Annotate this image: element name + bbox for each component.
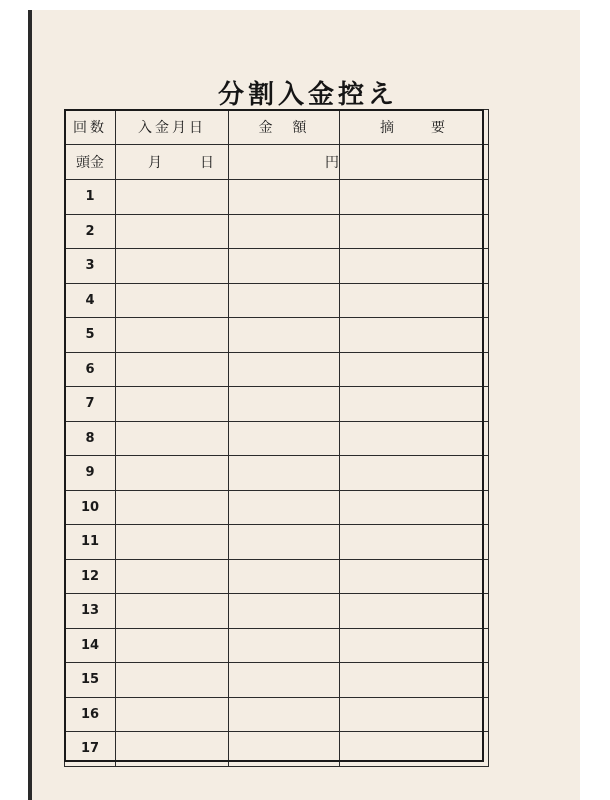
payment-date-cell[interactable]: [116, 352, 229, 387]
payment-date-cell[interactable]: [116, 663, 229, 698]
payment-date-cell[interactable]: [116, 421, 229, 456]
payment-memo-cell[interactable]: [340, 283, 489, 318]
payment-memo-cell[interactable]: [340, 594, 489, 629]
payment-amount-cell[interactable]: [229, 559, 340, 594]
down-payment-memo-cell[interactable]: [340, 145, 489, 180]
payment-amount-cell[interactable]: [229, 421, 340, 456]
payment-amount-cell[interactable]: [229, 387, 340, 422]
installment-number: 6: [65, 352, 116, 387]
payment-amount-cell[interactable]: [229, 352, 340, 387]
installment-number: 2: [65, 214, 116, 249]
installment-row: [65, 318, 489, 353]
payment-amount-cell[interactable]: [229, 180, 340, 215]
down-payment-amount-cell[interactable]: [229, 145, 340, 180]
installment-number: 16: [65, 697, 116, 732]
day-unit: 日: [200, 155, 214, 171]
perforated-edge: [32, 6, 580, 14]
payment-date-cell[interactable]: [116, 559, 229, 594]
payment-date-cell[interactable]: [116, 732, 229, 767]
payment-memo-cell[interactable]: [340, 732, 489, 767]
down-payment-label: 頭金: [65, 145, 116, 180]
header-memo: 摘 要: [340, 110, 489, 145]
payment-memo-cell[interactable]: [340, 628, 489, 663]
payment-memo-cell[interactable]: [340, 525, 489, 560]
payment-amount-cell[interactable]: [229, 318, 340, 353]
payment-amount-cell[interactable]: [229, 283, 340, 318]
payment-memo-cell[interactable]: [340, 318, 489, 353]
installment-row: [65, 352, 489, 387]
installment-number: 8: [65, 421, 116, 456]
payment-memo-cell[interactable]: [340, 697, 489, 732]
installment-row: [65, 628, 489, 663]
payment-amount-cell[interactable]: [229, 628, 340, 663]
payment-date-cell[interactable]: [116, 525, 229, 560]
installment-row: [65, 421, 489, 456]
installment-number: 9: [65, 456, 116, 491]
payment-date-cell[interactable]: [116, 214, 229, 249]
installment-row: [65, 559, 489, 594]
installment-number: 5: [65, 318, 116, 353]
installment-row: [65, 525, 489, 560]
payment-memo-cell[interactable]: [340, 559, 489, 594]
installment-row: [65, 214, 489, 249]
payment-amount-cell[interactable]: [229, 525, 340, 560]
installment-row: [65, 387, 489, 422]
payment-amount-cell[interactable]: [229, 249, 340, 284]
payment-memo-cell[interactable]: [340, 421, 489, 456]
installment-row: [65, 249, 489, 284]
payment-memo-cell[interactable]: [340, 387, 489, 422]
payment-date-cell[interactable]: [116, 697, 229, 732]
installment-number: 7: [65, 387, 116, 422]
payment-date-cell[interactable]: [116, 180, 229, 215]
payment-date-cell[interactable]: [116, 318, 229, 353]
installment-number: 17: [65, 732, 116, 767]
installment-row: [65, 732, 489, 767]
header-amount: 金 額: [229, 110, 340, 145]
installment-number: 3: [65, 249, 116, 284]
installment-number: 10: [65, 490, 116, 525]
installment-number: 1: [65, 180, 116, 215]
payment-amount-cell[interactable]: [229, 732, 340, 767]
payment-amount-cell[interactable]: [229, 663, 340, 698]
installment-number: 12: [65, 559, 116, 594]
payment-memo-cell[interactable]: [340, 456, 489, 491]
down-payment-date-cell[interactable]: [116, 145, 229, 180]
header-row: [65, 110, 489, 145]
payment-memo-cell[interactable]: [340, 352, 489, 387]
payment-date-cell[interactable]: [116, 628, 229, 663]
payment-date-cell[interactable]: [116, 283, 229, 318]
header-date: 入金月日: [116, 110, 229, 145]
payment-amount-cell[interactable]: [229, 697, 340, 732]
payment-date-cell[interactable]: [116, 490, 229, 525]
installment-row: [65, 283, 489, 318]
payment-amount-cell[interactable]: [229, 456, 340, 491]
payment-date-cell[interactable]: [116, 594, 229, 629]
installment-number: 15: [65, 663, 116, 698]
payment-amount-cell[interactable]: [229, 490, 340, 525]
payment-date-cell[interactable]: [116, 249, 229, 284]
down-payment-row: [65, 145, 489, 180]
installment-number: 11: [65, 525, 116, 560]
installment-number: 13: [65, 594, 116, 629]
installment-row: [65, 697, 489, 732]
payment-memo-cell[interactable]: [340, 490, 489, 525]
payment-memo-cell[interactable]: [340, 663, 489, 698]
installment-number: 14: [65, 628, 116, 663]
installment-table: [64, 109, 489, 767]
installment-row: [65, 663, 489, 698]
payment-date-cell[interactable]: [116, 456, 229, 491]
payment-amount-cell[interactable]: [229, 594, 340, 629]
installment-number: 4: [65, 283, 116, 318]
payment-memo-cell[interactable]: [340, 180, 489, 215]
installment-row: [65, 456, 489, 491]
form-title: 分割入金控え: [217, 80, 398, 110]
installment-row: [65, 594, 489, 629]
installment-row: [65, 180, 489, 215]
payment-memo-cell[interactable]: [340, 249, 489, 284]
payment-amount-cell[interactable]: [229, 214, 340, 249]
payment-memo-cell[interactable]: [340, 214, 489, 249]
header-count: 回数: [65, 110, 116, 145]
yen-unit: 円: [325, 155, 339, 171]
installment-row: [65, 490, 489, 525]
payment-date-cell[interactable]: [116, 387, 229, 422]
month-unit: 月: [148, 155, 162, 171]
